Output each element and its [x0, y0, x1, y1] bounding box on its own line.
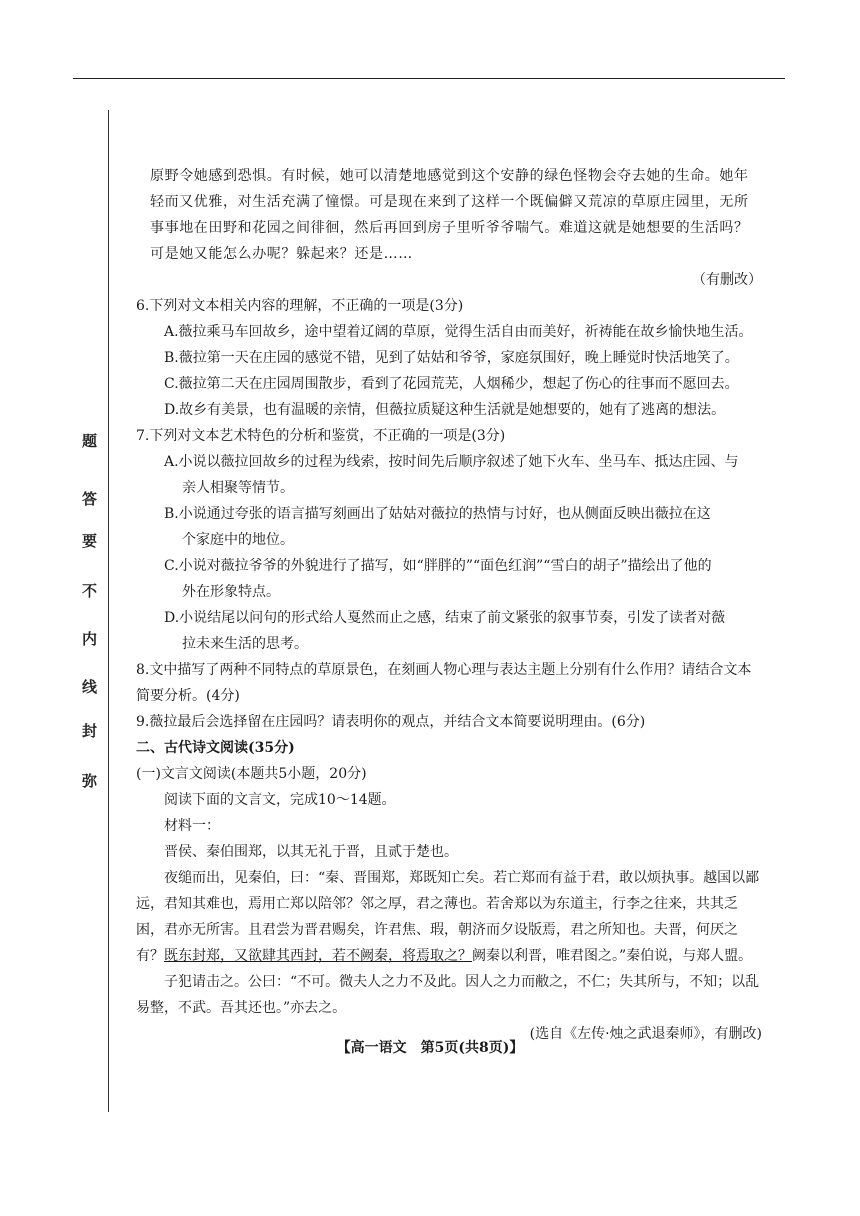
seal-char: 不	[82, 582, 98, 600]
classical-text-source: (选自《左传·烛之武退秦师》，有删改)	[529, 1026, 762, 1042]
material-label: 材料一：	[164, 818, 220, 834]
seal-char: 答	[82, 490, 98, 508]
reading-instruction: 阅读下面的文言文，完成10～14题。	[164, 792, 396, 808]
seal-char: 要	[82, 532, 98, 550]
seal-char: 内	[82, 630, 98, 648]
question-6-option-d: D.故乡有美景，也有温暖的亲情，但薇拉质疑这种生活就是她想要的，她有了逃离的想法。	[164, 402, 726, 418]
seal-char: 封	[82, 722, 98, 740]
question-7-option-b: B.小说通过夸张的语言描写刻画出了姑姑对薇拉的热情与讨好，也从侧面反映出薇拉在这 个家庭中的地位。	[164, 506, 711, 548]
header-rule	[73, 78, 785, 79]
question-6-option-a: A.薇拉乘马车回故乡，途中望着辽阔的草原，觉得生活自由而美好，祈祷能在故乡愉快地生活。	[164, 324, 753, 340]
question-9: 9.薇拉最后会选择留在庄园吗？请表明你的观点，并结合文本简要说明理由。(6分)	[136, 714, 646, 730]
classical-text-para-1: 晋侯、秦伯围郑，以其无礼于晋，且贰于楚也。	[164, 844, 458, 860]
page-footer: 【高一语文 第5页(共8页)】	[336, 1040, 524, 1056]
section-2-title: 二、古代诗文阅读(35分)	[136, 740, 295, 756]
binding-margin-line	[108, 110, 109, 1112]
classical-text-para-2: 夜缒而出，见秦伯，曰：“秦、晋围郑，郑既知亡矣。若亡郑而有益于君，敢以烦执事。越国以鄙远，君知其难也，焉用亡郑以陪邻？邻之厚，君之薄也。若舍郑以为东道主，行李之往来，共其乏困，君亦无所害。且君尝为晋君赐矣，许君焦、瑕，朝济而夕设版焉，君之所知也。夫晋，何厌之有？既东封郑，又欲肆其西封，若不阙秦，将焉取之？阙秦以利晋，唯君图之。”秦伯说，与郑人盟。	[136, 870, 760, 964]
seal-char: 线	[82, 678, 98, 696]
classical-text-para-3: 子犯请击之。公曰：“不可。微夫人之力不及此。因人之力而敝之，不仁；失其所与，不知；以乱易整，不武。吾其还也。”亦去之。	[136, 974, 760, 1016]
question-7-option-a: A.小说以薇拉回故乡的过程为线索，按时间先后顺序叙述了她下火车、坐马车、抵达庄园、与 亲人相聚等情节。	[164, 454, 739, 496]
question-7-option-d: D.小说结尾以问句的形式给人戛然而止之感，结束了前文紧张的叙事节奏，引发了读者对薇 拉未来生活的思考。	[164, 610, 726, 652]
question-7-option-c: C.小说对薇拉爷爷的外貌进行了描写，如“胖胖的”“面色红润”“雪白的胡子”描绘出了他的 外在形象特点。	[164, 558, 712, 600]
passage-ending: 原野令她感到恐惧。有时候，她可以清楚地感觉到这个安静的绿色怪物会夺去她的生命。她年轻而又优雅，对生活充满了憧憬。可是现在来到了这样一个既偏僻又荒凉的草原庄园里，无所事事地在田野和花园之间徘徊，然后再回到房子里听爷爷喘气。难道这就是她想要的生活吗？可是她又能怎么办呢？躲起来？还是……	[150, 168, 749, 262]
underlined-sentence: 既东封郑，又欲肆其西封，若不阙秦，将焉取之？	[164, 948, 472, 964]
section-2-subtitle: (一)文言文阅读(本题共5小题，20分)	[136, 766, 367, 782]
seal-char: 题	[82, 432, 98, 450]
question-8: 8.文中描写了两种不同特点的草原景色，在刻画人物心理与表达主题上分别有什么作用？请结合文本简要分析。(4分)	[136, 662, 752, 704]
passage-source: （有删改）	[692, 272, 762, 288]
question-6-option-b: B.薇拉第一天在庄园的感觉不错，见到了姑姑和爷爷，家庭氛围好，晚上睡觉时快活地笑了。	[164, 350, 739, 366]
page-content	[136, 163, 762, 1047]
question-6-option-c: C.薇拉第二天在庄园周围散步，看到了花园荒芜，人烟稀少，想起了伤心的往事而不愿回去。	[164, 376, 739, 392]
seal-char: 弥	[82, 772, 98, 790]
question-7-stem: 7.下列对文本艺术特色的分析和鉴赏，不正确的一项是(3分)	[136, 428, 506, 444]
question-6-stem: 6.下列对文本相关内容的理解，不正确的一项是(3分)	[136, 298, 464, 314]
